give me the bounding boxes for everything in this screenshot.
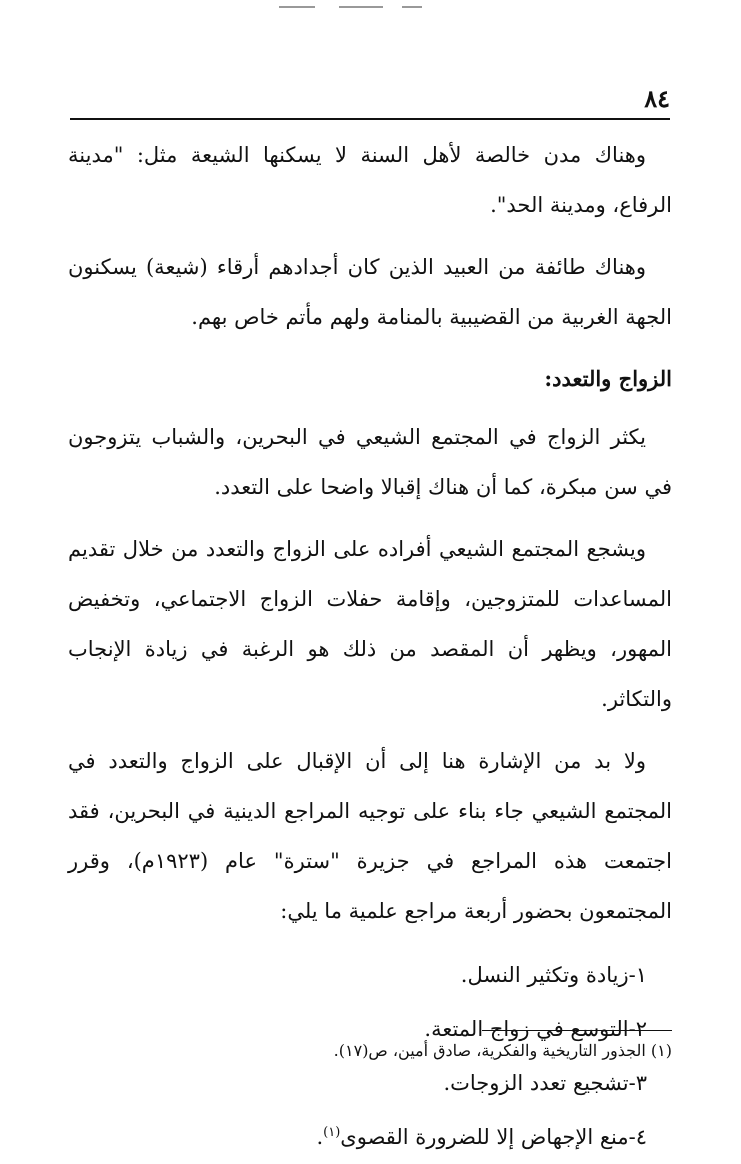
list-item-number: ٣ bbox=[635, 1071, 647, 1095]
paragraph: وهناك مدن خالصة لأهل السنة لا يسكنها الشيعة مثل: "مدينة الرفاع، ومدينة الحد". bbox=[68, 143, 672, 217]
list-item-number: ٤ bbox=[635, 1125, 647, 1149]
list-item: ٤-منع الإجهاض إلا للضرورة القصوى$^{(١)}$. bbox=[68, 1110, 647, 1164]
list-item-text: زيادة وتكثير النسل. bbox=[460, 963, 629, 987]
list-item-number: ٢ bbox=[635, 1017, 647, 1041]
list-item: ٢-التوسع في زواج المتعة. bbox=[68, 1002, 647, 1056]
paragraph: ويشجع المجتمع الشيعي أفراده على الزواج والتعدد من خلال تقديم المساعدات للمتزوجين، وإقامة حفلات الزواج الاجتماعي، وتخفيض المهور، ويظهر أن المقصد من ذلك هو الرغبة في زيادة الإنجاب والتكاثر. bbox=[68, 537, 672, 711]
list-item: ١-زيادة وتكثير النسل. bbox=[68, 948, 647, 1002]
paragraph: وهناك طائفة من العبيد الذين كان أجدادهم أرقاء (شيعة) يسكنون الجهة الغربية من القضيبية بالمنامة ولهم مأتم خاص بهم. bbox=[68, 255, 672, 329]
page-number: ٨٤ bbox=[644, 84, 670, 113]
list-item-text: تشجيع تعدد الزوجات. bbox=[443, 1071, 629, 1095]
page-body bbox=[68, 130, 672, 1164]
section-heading: الزواج والتعدد: bbox=[544, 366, 672, 391]
list-item-text: التوسع في زواج المتعة. bbox=[424, 1017, 629, 1041]
page-header bbox=[70, 84, 670, 120]
scan-mark bbox=[402, 6, 422, 8]
top-scan-marks bbox=[0, 4, 741, 10]
paragraph: ولا بد من الإشارة هنا إلى أن الإقبال على الزواج والتعدد في المجتمع الشيعي جاء بناء على توجيه المراجع الدينية في البحرين، فقد اجتمعت هذه المراجع في جزيرة "سترة" عام (١٩٢٣م)، وقرر المجتمعون بحضور أربعة مراجع علمية ما يلي: bbox=[68, 749, 672, 923]
list-item-text: منع الإجهاض إلا للضرورة القصوى bbox=[340, 1125, 629, 1149]
paragraph: يكثر الزواج في المجتمع الشيعي في البحرين، والشباب يتزوجون في سن مبكرة، كما أن هناك إقبالا واضحا على التعدد. bbox=[68, 425, 672, 499]
list-item-number: ١ bbox=[635, 963, 647, 987]
footnote: (١) الجذور التاريخية والفكرية، صادق أمين، ص(١٧). bbox=[333, 1041, 672, 1060]
footnote-divider bbox=[482, 1030, 672, 1031]
scan-mark bbox=[279, 6, 315, 8]
list-item: ٣-تشجيع تعدد الزوجات. bbox=[68, 1056, 647, 1110]
footnote-reference: (١) bbox=[323, 1125, 341, 1140]
list-item-trailing: . bbox=[316, 1125, 324, 1149]
scan-mark bbox=[339, 6, 383, 8]
